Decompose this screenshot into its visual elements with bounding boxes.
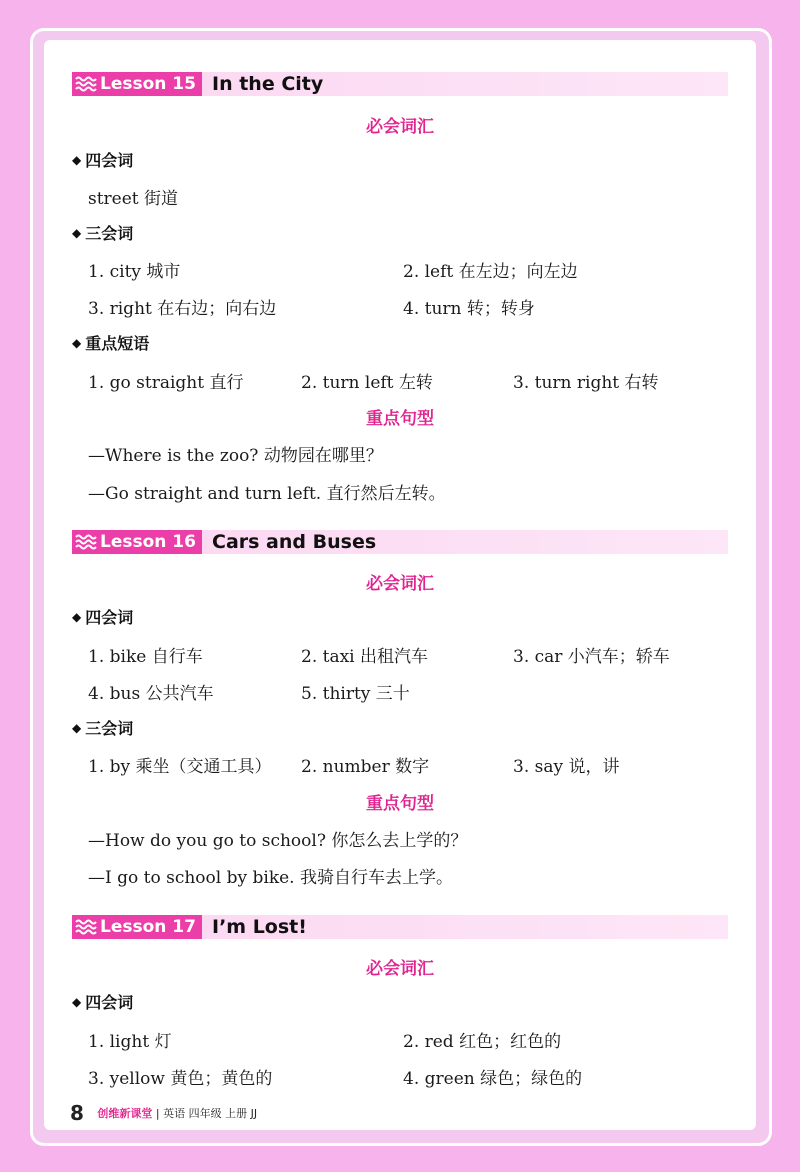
vocab-item: 3. say 说，讲: [513, 757, 620, 777]
vocab-item: 2. red 红色；红色的: [403, 1032, 562, 1052]
lesson-17-header: [72, 915, 728, 939]
phrase-item: 1. go straight 直行: [88, 373, 244, 393]
lesson-number: Lesson 15: [100, 74, 196, 94]
vocab-item: street 街道: [88, 189, 179, 209]
lesson-tag: [72, 530, 202, 554]
lesson-number: Lesson 17: [100, 917, 196, 937]
footer-divider: |: [155, 1107, 160, 1120]
subheading-four-skill: ◆ 四会词: [72, 151, 134, 170]
subheading-four-skill: ◆ 四会词: [72, 608, 134, 627]
diamond-bullet-icon: ◆: [72, 226, 82, 240]
diamond-bullet-icon: ◆: [72, 995, 82, 1009]
subheading-four-skill: ◆ 四会词: [72, 993, 134, 1012]
vocab-item: 4. turn 转；转身: [403, 299, 535, 319]
vocab-item: 1. light 灯: [88, 1032, 172, 1052]
section-heading-vocab: 必会词汇: [366, 959, 434, 979]
section-heading-vocab: 必会词汇: [366, 574, 434, 594]
vocab-item: 2. number 数字: [301, 757, 430, 777]
sentence-item: —How do you go to school? 你怎么去上学的？: [88, 831, 468, 851]
vocab-item: 2. left 在左边；向左边: [403, 262, 578, 282]
diamond-bullet-icon: ◆: [72, 336, 82, 350]
waves-icon: [75, 918, 97, 936]
subheading-three-skill: ◆ 三会词: [72, 224, 134, 243]
waves-icon: [75, 533, 97, 551]
lesson-title: I’m Lost!: [212, 916, 307, 938]
lesson-title: Cars and Buses: [212, 531, 377, 553]
waves-icon: [75, 75, 97, 93]
lesson-number: Lesson 16: [100, 532, 196, 552]
sentence-item: —Where is the zoo? 动物园在哪里？: [88, 446, 383, 466]
subheading-phrases: ◆ 重点短语: [72, 334, 150, 353]
section-heading-vocab: 必会词汇: [366, 117, 434, 137]
vocab-item: 3. car 小汽车；轿车: [513, 647, 670, 667]
vocab-item: 4. green 绿色；绿色的: [403, 1069, 583, 1089]
lesson-15-header: [72, 72, 728, 96]
sentence-item: —Go straight and turn left. 直行然后左转。: [88, 484, 446, 504]
lesson-16-header: [72, 530, 728, 554]
vocab-item: 3. right 在右边；向右边: [88, 299, 277, 319]
lesson-tag: [72, 915, 202, 939]
vocab-item: 1. bike 自行车: [88, 647, 203, 667]
section-heading-sentences: 重点句型: [366, 794, 434, 814]
footer-info: 英语 四年级 上册 JJ: [163, 1107, 258, 1120]
diamond-bullet-icon: ◆: [72, 153, 82, 167]
vocab-item: 3. yellow 黄色；黄色的: [88, 1069, 273, 1089]
lesson-tag: [72, 72, 202, 96]
page-footer: [70, 1098, 258, 1125]
brand-name: 创维新课堂: [97, 1107, 153, 1120]
lesson-title: In the City: [212, 73, 324, 95]
vocab-item: 2. taxi 出租汽车: [301, 647, 429, 667]
phrase-item: 2. turn left 左转: [301, 373, 433, 393]
vocab-item: 1. city 城市: [88, 262, 181, 282]
diamond-bullet-icon: ◆: [72, 610, 82, 624]
page-number: 8: [70, 1101, 84, 1125]
section-heading-sentences: 重点句型: [366, 409, 434, 429]
phrase-item: 3. turn right 右转: [513, 373, 659, 393]
vocab-item: 5. thirty 三十: [301, 684, 410, 704]
sentence-item: —I go to school by bike. 我骑自行车去上学。: [88, 868, 453, 888]
vocab-item: 1. by 乘坐（交通工具）: [88, 757, 272, 777]
diamond-bullet-icon: ◆: [72, 721, 82, 735]
vocab-item: 4. bus 公共汽车: [88, 684, 214, 704]
subheading-three-skill: ◆ 三会词: [72, 719, 134, 738]
